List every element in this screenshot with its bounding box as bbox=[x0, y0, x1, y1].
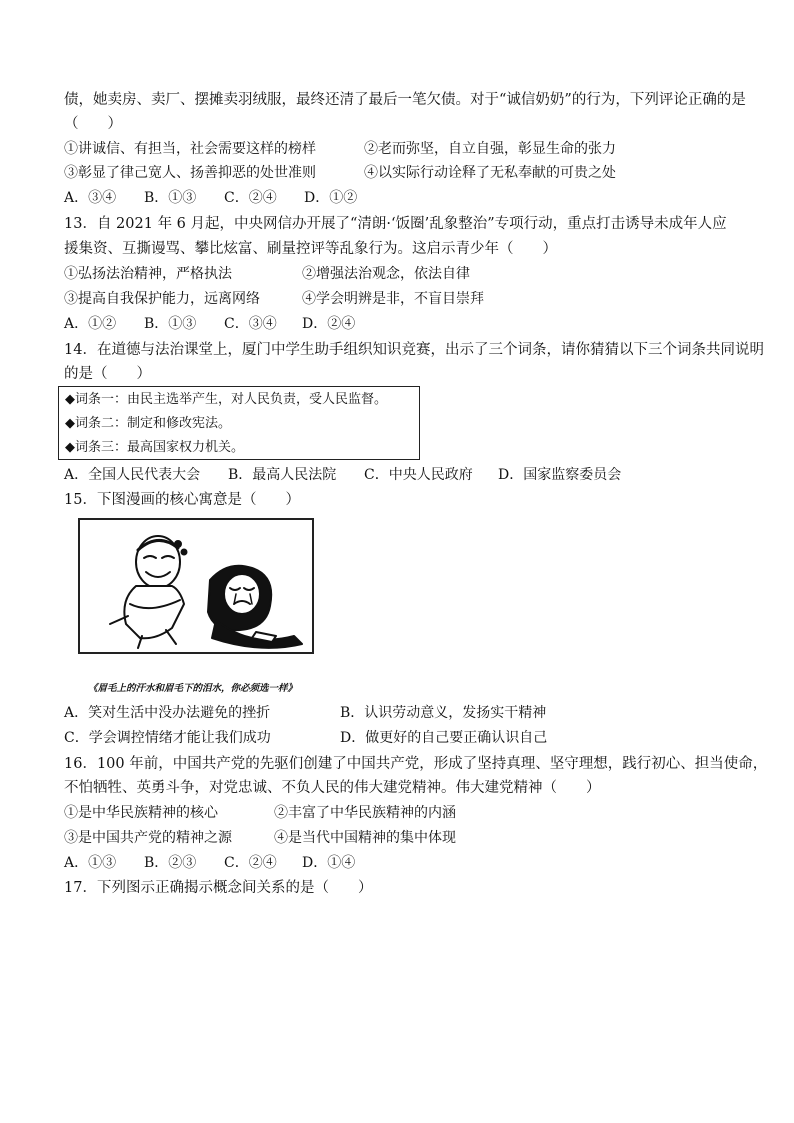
q13-statement-1: ①弘扬法治精神，严格执法 bbox=[64, 266, 232, 282]
q14-entry-2: ◆词条二：制定和修改宪法。 bbox=[65, 416, 231, 431]
q14-option-b[interactable]: B．最高人民法院 bbox=[228, 467, 337, 483]
q14-option-d[interactable]: D．国家监察委员会 bbox=[498, 467, 622, 483]
crying-person-figure bbox=[208, 566, 302, 648]
q14-stem-line1: 14．在道德与法治课堂上，厦门中学生助手组织知识竞赛，出示了三个词条，请你猜猜以下三个词条共同说明 bbox=[64, 342, 764, 358]
q16-statement-3: ③是中国共产党的精神之源 bbox=[64, 830, 232, 846]
q16-statement-4: ④是当代中国精神的集中体现 bbox=[274, 830, 456, 846]
q12-statement-1: ①讲诚信、有担当，社会需要这样的榜样 bbox=[64, 141, 316, 157]
q12-statement-4: ④以实际行动诠释了无私奉献的可贵之处 bbox=[364, 165, 616, 181]
q14-entry-1: ◆词条一：由民主选举产生，对人民负责，受人民监督。 bbox=[65, 392, 387, 407]
q15-option-d[interactable]: D．做更好的自己要正确认识自己 bbox=[340, 730, 548, 746]
cartoon-caption: 《眉毛上的汗水和眉毛下的泪水，你必须选一样》 bbox=[88, 683, 298, 694]
q15-stem: 15．下图漫画的核心寓意是（ ） bbox=[64, 492, 300, 508]
q17-stem: 17．下列图示正确揭示概念间关系的是（ ） bbox=[64, 880, 373, 896]
q15-option-b[interactable]: B．认识劳动意义，发扬实干精神 bbox=[340, 705, 547, 721]
q13-stem-line2: 援集资、互撕谩骂、攀比炫富、刷量控评等乱象行为。这启示青少年（ ） bbox=[64, 241, 557, 257]
q16-option-b[interactable]: B．②③ bbox=[144, 855, 197, 871]
q16-statement-1: ①是中华民族精神的核心 bbox=[64, 805, 218, 821]
q12-option-d[interactable]: D．①② bbox=[304, 190, 358, 206]
q12-stem-line2: （ ） bbox=[64, 116, 122, 132]
q13-statement-4: ④学会明辨是非，不盲目崇拜 bbox=[302, 291, 484, 307]
q14-option-c[interactable]: C．中央人民政府 bbox=[364, 467, 473, 483]
q12-stem-line1: 债，她卖房、卖厂、摆摊卖羽绒服，最终还清了最后一笔欠债。对于“诚信奶奶”的行为，下列评论正确的是 bbox=[64, 92, 746, 108]
q16-statement-2: ②丰富了中华民族精神的内涵 bbox=[274, 805, 456, 821]
q15-option-c[interactable]: C．学会调控情绪才能让我们成功 bbox=[64, 730, 271, 746]
q14-entry-box bbox=[58, 386, 420, 460]
q13-option-d[interactable]: D．②④ bbox=[302, 316, 356, 332]
q16-stem-line2: 不怕牺牲、英勇斗争，对党忠诚、不负人民的伟大建党精神。伟大建党精神（ ） bbox=[64, 780, 601, 796]
cartoon-image bbox=[78, 518, 314, 654]
q12-option-b[interactable]: B．①③ bbox=[144, 190, 197, 206]
q16-option-d[interactable]: D．①④ bbox=[302, 855, 356, 871]
q13-option-b[interactable]: B．①③ bbox=[144, 316, 197, 332]
q13-statement-3: ③提高自我保护能力，远离网络 bbox=[64, 291, 260, 307]
q13-stem-line1: 13．自 2021 年 6 月起，中央网信办开展了“清朗·‘饭圈’乱象整治”专项行动，重点打击诱导未成年人应 bbox=[64, 216, 727, 232]
q12-statement-2: ②老而弥坚，自立自强，彰显生命的张力 bbox=[364, 141, 616, 157]
q13-statement-2: ②增强法治观念，依法自律 bbox=[302, 266, 470, 282]
smiling-worker-figure bbox=[110, 536, 187, 648]
q12-option-c[interactable]: C．②④ bbox=[224, 190, 277, 206]
q16-option-c[interactable]: C．②④ bbox=[224, 855, 277, 871]
q16-option-a[interactable]: A．①③ bbox=[64, 855, 117, 871]
q12-option-a[interactable]: A．③④ bbox=[64, 190, 117, 206]
q14-stem-line2: 的是（ ） bbox=[64, 366, 151, 382]
q14-option-a[interactable]: A．全国人民代表大会 bbox=[64, 467, 201, 483]
q13-option-c[interactable]: C．③④ bbox=[224, 316, 277, 332]
q15-option-a[interactable]: A．笑对生活中没办法避免的挫折 bbox=[64, 705, 271, 721]
cartoon-drawing bbox=[80, 520, 312, 652]
q12-statement-3: ③彰显了律己宽人、扬善抑恶的处世准则 bbox=[64, 165, 316, 181]
q14-entry-3: ◆词条三：最高国家权力机关。 bbox=[65, 440, 244, 455]
q16-stem-line1: 16．100 年前，中国共产党的先驱们创建了中国共产党，形成了坚持真理、坚守理想，践行初心、担当使命， bbox=[64, 756, 768, 772]
q13-option-a[interactable]: A．①② bbox=[64, 316, 117, 332]
